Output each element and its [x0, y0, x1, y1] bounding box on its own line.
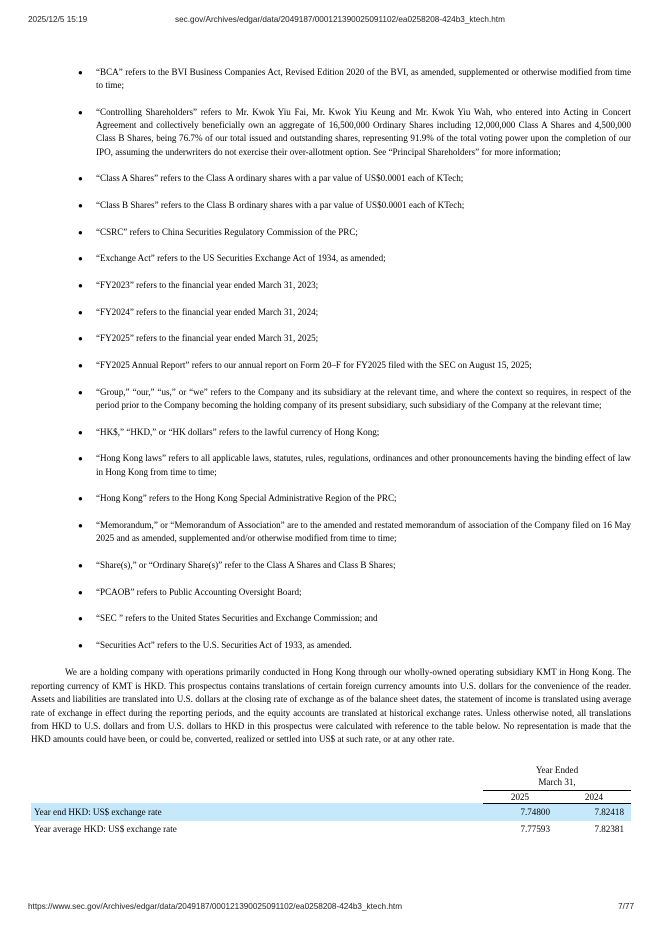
definition-text: “Group,” “our,” “us,” or “we” refers to the Company and its subsidiary at the relevant time, and where the context so requires, in respect of the period prior to the Company becoming the holding company of its present subsidiary, such subsidiary of the Company at the relevant time; — [96, 386, 631, 411]
bullet-icon: ● — [78, 174, 83, 184]
exchange-rate-table-container — [31, 764, 631, 838]
table-cell-label: Year end HKD: US$ exchange rate — [31, 803, 483, 821]
bullet-icon: ● — [78, 200, 83, 210]
bullet-icon: ● — [78, 254, 83, 264]
definition-text: “SEC ” refers to the United States Securities and Exchange Commission; and — [96, 613, 378, 624]
definition-text: “PCAOB” refers to Public Accounting Oversight Board; — [96, 586, 302, 597]
definition-text: “CSRC” refers to China Securities Regulatory Commission of the PRC; — [96, 226, 358, 237]
bullet-icon: ● — [78, 107, 83, 117]
table-cell-value-2024: 7.82381 — [594, 824, 624, 835]
definition-item — [31, 279, 631, 292]
table-row — [31, 803, 631, 821]
definition-text: “BCA” refers to the BVI Business Companies Act, Revised Edition 2020 of the BVI, as amended, supplemented or otherwise modified from time to time; — [96, 67, 631, 91]
definitions-list — [31, 66, 631, 652]
print-header — [0, 13, 662, 27]
definition-item — [31, 172, 631, 185]
table-group-header — [483, 764, 631, 789]
bullet-icon: ● — [78, 521, 83, 531]
bullet-icon: ● — [78, 427, 83, 437]
definition-text: “Hong Kong laws” refers to all applicable laws, statutes, rules, regulations, ordinances and other pronouncements having the binding effect of law in Hong Kong from time to time; — [96, 453, 631, 477]
print-header-url: sec.gov/Archives/edgar/data/2049187/000121390025091102/ea0258208-424b3_ktech.htm — [175, 15, 505, 24]
table-cell-label: Year average HKD: US$ exchange rate — [34, 824, 177, 835]
bullet-icon: ● — [78, 281, 83, 291]
table-group-header-row — [31, 764, 631, 789]
print-footer-page-number: 7/77 — [618, 902, 634, 911]
definition-item — [31, 586, 631, 599]
table-group-header-line2: March 31, — [538, 777, 576, 788]
definition-text: “Exchange Act” refers to the US Securities Exchange Act of 1934, as amended; — [96, 253, 386, 264]
definition-item — [31, 519, 631, 545]
definition-text: “Memorandum,” or “Memorandum of Association” are to the amended and restated memorandum of association of the Company filed on 16 May 2025 and as amended, supplemented and/or otherwise modified from time to time; — [96, 520, 631, 544]
bullet-icon: ● — [78, 587, 83, 597]
definition-text: “Class A Shares” refers to the Class A ordinary shares with a par value of US$0.0001 each of KTech; — [96, 173, 464, 184]
bullet-icon: ● — [78, 614, 83, 624]
bullet-icon: ● — [78, 641, 83, 651]
definition-item — [31, 252, 631, 265]
definition-text: “FY2023” refers to the financial year ended March 31, 2023; — [96, 280, 319, 291]
definition-text: “FY2025” refers to the financial year ended March 31, 2025; — [96, 333, 319, 344]
definition-item — [31, 66, 631, 92]
table-year-header-2024: 2024 — [557, 790, 631, 803]
table-group-header-spacer — [31, 764, 483, 789]
definition-text: “FY2025 Annual Report” refers to our annual report on Form 20–F for FY2025 filed with the SEC on August 15, 2025; — [96, 360, 532, 371]
definition-item — [31, 426, 631, 439]
bullet-icon: ● — [78, 494, 83, 504]
definition-item — [31, 106, 631, 159]
definition-item — [31, 306, 631, 319]
bullet-icon: ● — [78, 334, 83, 344]
exchange-rate-table — [31, 764, 631, 838]
definition-text: “Share(s),” or “Ordinary Share(s)” refer to the Class A Shares and Class B Shares; — [96, 559, 396, 570]
bullet-icon: ● — [78, 227, 83, 237]
print-header-date: 2025/12/5 15:19 — [28, 15, 88, 24]
translation-paragraph: We are a holding company with operations primarily conducted in Hong Kong through our wholly-owned operating subsidiary KMT in Hong Kong. The reporting currency of KMT is HKD. This prospectus contains translations of certain foreign currency amounts into U.S. dollars for the convenience of the reader. Assets and liabilities are translated into U.S. dollars at the closing rate of exchange as of the balance sheet dates, the statement of income is translated using average rate of exchange in effect during the reporting periods, and the equity accounts are translated at historical exchange rates. Unless otherwise noted, all translations from HKD to U.S. dollars and from U.S. dollars to HKD in this prospectus were calculated with reference to the table below. No representation is made that the HKD amounts could have been, or could be, converted, realized or settled into US$ at such rate, or at any other rate. — [31, 667, 631, 745]
bullet-icon: ● — [78, 454, 83, 464]
definition-item — [31, 559, 631, 572]
definition-item — [31, 452, 631, 478]
definition-item — [31, 386, 631, 412]
definition-text: “Class B Shares” refers to the Class B ordinary shares with a par value of US$0.0001 each of KTech; — [96, 199, 465, 210]
bullet-icon: ● — [78, 560, 83, 570]
bullet-icon: ● — [78, 361, 83, 371]
table-cell-value-2025: 7.77593 — [520, 824, 550, 835]
bullet-icon: ● — [78, 68, 83, 77]
definition-text: “Hong Kong” refers to the Hong Kong Special Administrative Region of the PRC; — [96, 493, 397, 504]
definition-item — [31, 639, 631, 652]
table-year-header-2025: 2025 — [483, 790, 557, 803]
definition-text: “Controlling Shareholders” refers to Mr. Kwok Yiu Fai, Mr. Kwok Yiu Keung and Mr. Kwok Yiu Wah, who entered into Acting in Concert Agreement and collectively beneficially own an aggregate of 16,500,000 Ordinary Shares including 12,000,000 Class A Shares and 4,500,000 Class B Shares, being 76.7% of our total issued and outstanding shares, representing 91.9% of the total voting power upon the completion of our IPO, assuming the underwriters do not exercise their over-allotment option. See “Principal Shareholders” for more information; — [96, 106, 631, 157]
table-row — [31, 821, 631, 838]
definition-text: “HK$,” “HKD,” or “HK dollars” refers to the lawful currency of Hong Kong; — [96, 426, 380, 437]
bullet-icon: ● — [78, 307, 83, 317]
document-body — [31, 66, 631, 838]
definition-text: “FY2024” refers to the financial year ended March 31, 2024; — [96, 306, 319, 317]
table-cell-value-2025: 7.74800 — [483, 803, 557, 821]
definition-item — [31, 492, 631, 505]
definition-item — [31, 199, 631, 212]
print-footer-url: https://www.sec.gov/Archives/edgar/data/2049187/000121390025091102/ea0258208-424b3_ktech.htm — [28, 902, 403, 911]
definition-item — [31, 612, 631, 625]
bullet-icon: ● — [78, 387, 83, 397]
print-footer — [0, 900, 662, 914]
table-year-header-row — [31, 790, 631, 803]
table-year-header-spacer — [31, 790, 483, 803]
table-group-header-line1: Year Ended — [535, 764, 579, 775]
table-cell-value-2024: 7.82418 — [557, 803, 631, 821]
definition-item — [31, 226, 631, 239]
definition-text: “Securities Act” refers to the U.S. Securities Act of 1933, as amended. — [96, 640, 352, 651]
definition-item — [31, 332, 631, 345]
definition-item — [31, 359, 631, 372]
